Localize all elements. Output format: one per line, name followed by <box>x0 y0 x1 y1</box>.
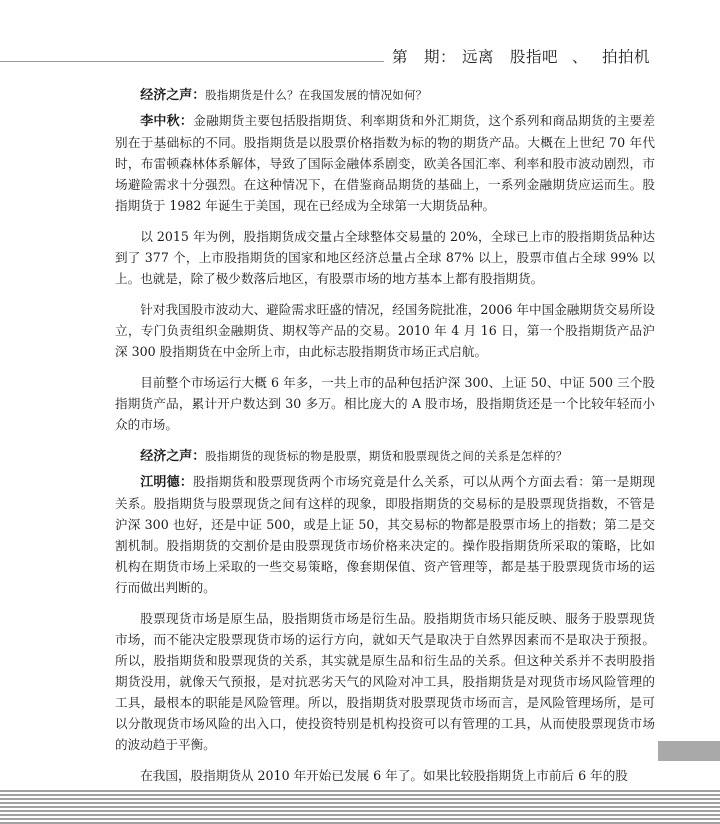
header-issue-label: 第 期： <box>392 48 457 66</box>
answer-2 <box>115 471 655 598</box>
paragraph: 股票现货市场是原生品，股指期货市场是衍生品。股指期货市场只能反映、服务于股票现货市场，而不能决定股票现货市场的运行方向，就如天气是取决于自然界因素而不是取决于预报。所以，股指期货和股票现货的关系，其实就是原生品和衍生品的关系。但这种关系并不表明股指期货没用，就像天气预报，是对抗恶劣天气的风险对冲工具，股指期货是对现货市场风险管理的工具，最根本的职能是风险管理。所以，股指期货对股票现货市场而言，是风险管理场所，是可以分散现货市场风险的出入口，使投资特别是机构投资可以有管理的工具，从而使股票现货市场的波动趋于平衡。 <box>115 611 655 752</box>
header-separator: 、 <box>572 48 589 66</box>
question-1 <box>115 84 655 106</box>
footer-stripes <box>0 790 720 824</box>
speaker-name: 李中秋： <box>140 114 194 129</box>
paragraph: 针对我国股市波动大、避险需求旺盛的情况，经国务院批准，2006 年中国金融期货交易所设立，专门负责组织金融期货、期权等产品的交易。2010 年 4 月 16 日，第一个股指期货产品沪深 300 股指期货在中金所上市，由此标志股指期货市场正式启航。 <box>115 302 655 359</box>
running-header <box>392 41 692 71</box>
header-part-a: 远离 股指吧 <box>462 48 559 66</box>
question-text: 股指期货的现货标的物是股票，期货和股票现货之间的关系是怎样的？ <box>205 449 568 463</box>
header-rule <box>0 61 384 62</box>
paragraph: 目前整个市场运行大概 6 年多，一共上市的品种包括沪深 300、上证 50、中证 500 三个股指期货产品，累计开户数达到 30 多万。相比庞大的 A 股市场，股指期货还是一个比较年轻而小众的市场。 <box>115 375 655 432</box>
article-body <box>115 84 655 796</box>
answer-text: 金融期货主要包括股指期货、利率期货和外汇期货，这个系列和商品期货的主要差别在于基础标的不同。股指期货是以股票价格指数为标的物的期货产品。大概在上世纪 70 年代时，布雷顿森林体系解体，导致了国际金融体系剧变，欧美各国汇率、利率和股市波动剧烈，市场避险需求十分强烈。在这种情况下，在借鉴商品期货的基础上，一系列金融期货应运而生。股指期货于 1982 年诞生于美国，现在已经成为全球第一大期货品种。 <box>115 113 655 213</box>
question-label: 经济之声： <box>140 88 206 103</box>
question-label: 经济之声： <box>140 449 206 464</box>
question-text: 股指期货是什么？在我国发展的情况如何？ <box>205 88 428 102</box>
page-edge-tab <box>658 741 720 761</box>
paragraph: 以 2015 年为例，股指期货成交量占全球整体交易量的 20%，全球已上市的股指期货品种达到了 377 个，上市股指期货的国家和地区经济总量占全球 87% 以上，股票市值占全球 99% 以上。也就是，除了极少数落后地区，有股票市场的地方基本上都有股指期货。 <box>115 229 655 286</box>
speaker-name: 江明德： <box>140 475 194 490</box>
answer-1 <box>115 110 655 216</box>
question-2 <box>115 445 655 467</box>
paragraph: 在我国，股指期货从 2010 年开始已发展 6 年了。如果比较股指期货上市前后 6 年的股 <box>140 768 628 783</box>
answer-text: 股指期货和股票现货两个市场究竟是什么关系，可以从两个方面去看：第一是期现关系。股指期货与股票现货之间有这样的现象，即股指期货的交易标的是股票现货指数，不管是沪深 300 也好，还是中证 500，或是上证 50，其交易标的物都是股票市场上的指数；第二是交割机制。股指期货的交割价是由股票现货市场价格来决定的。操作股指期货所采取的策略，比如机构在期货市场上采取的一些交易策略，像套期保值、资产管理等，都是基于股票现货市场的运行而做出判断的。 <box>115 474 655 595</box>
header-part-b: 拍拍机 <box>602 48 651 66</box>
